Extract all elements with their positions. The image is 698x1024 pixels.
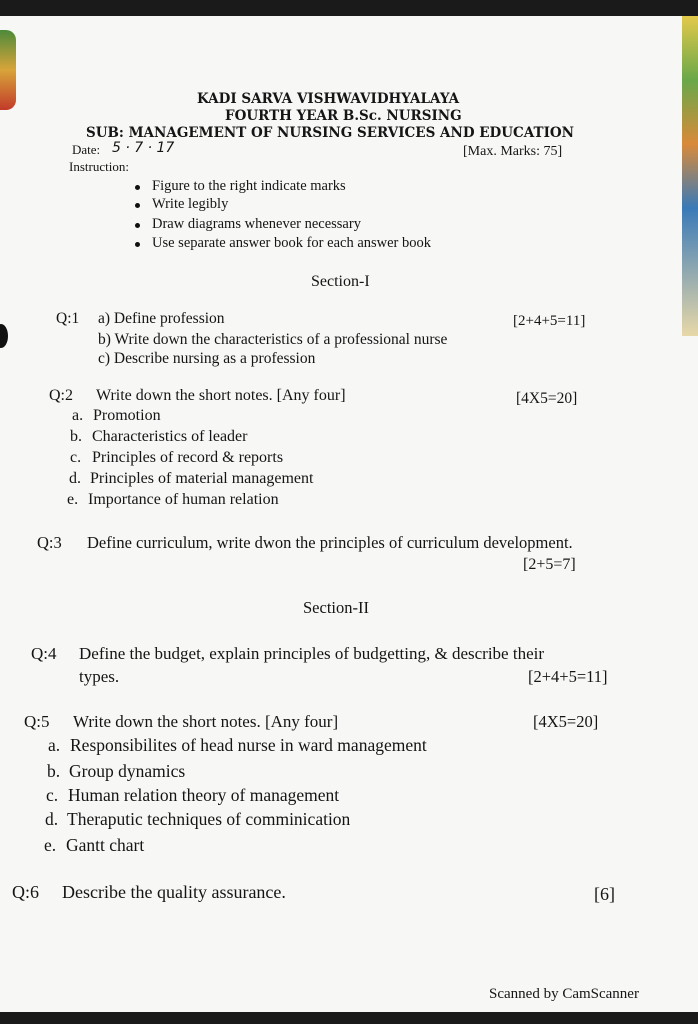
bullet-icon — [135, 242, 140, 247]
course-year: FOURTH YEAR B.Sc. NURSING — [225, 108, 462, 124]
list-letter: b. — [47, 761, 61, 781]
bottom-border — [0, 1012, 698, 1024]
list-letter: d. — [45, 809, 59, 829]
question-text-cont: types. — [79, 667, 120, 686]
question-part: b) Write down the characteristics of a professional nurse — [98, 331, 448, 348]
list-item: Gantt chart — [66, 835, 145, 855]
question-text: Define the budget, explain principles of budgetting, & describe their — [79, 644, 545, 663]
bullet-icon — [135, 185, 140, 190]
question-number: Q:5 — [24, 712, 50, 731]
question-number: Q:4 — [31, 644, 57, 663]
list-letter: b. — [70, 428, 82, 445]
question-marks: [4X5=20] — [533, 712, 599, 731]
instruction-item: Use separate answer book for each answer book — [152, 235, 432, 251]
question-text: Describe the quality assurance. — [62, 882, 286, 902]
question-marks: [6] — [594, 884, 615, 904]
list-letter: a. — [48, 735, 61, 755]
question-text: Write down the short notes. [Any four] — [73, 712, 339, 731]
list-item: Principles of material management — [90, 470, 314, 487]
university-name: KADI SARVA VISHWAVIDHYALAYA — [197, 91, 460, 107]
top-border — [0, 0, 698, 16]
instruction-item: Figure to the right indicate marks — [152, 178, 346, 194]
section-heading: Section-I — [311, 273, 370, 290]
date-label: Date: — [72, 142, 101, 157]
question-number: Q:2 — [49, 387, 73, 404]
right-edge-decoration — [682, 16, 698, 336]
question-marks: [4X5=20] — [516, 390, 578, 407]
date-value: 5 · 7 · 17 — [112, 140, 175, 156]
list-item: Principles of record & reports — [92, 449, 284, 466]
question-marks: [2+5=7] — [523, 556, 576, 573]
left-edge-decoration — [0, 30, 16, 110]
question-part: c) Describe nursing as a profession — [98, 350, 316, 367]
question-marks: [2+4+5=11] — [528, 667, 608, 686]
max-marks: [Max. Marks: 75] — [463, 144, 563, 159]
punch-mark — [0, 324, 8, 348]
section-heading: Section-II — [303, 598, 369, 617]
subject-title: SUB: MANAGEMENT OF NURSING SERVICES AND EDUCATION — [86, 125, 574, 141]
bullet-icon — [135, 223, 140, 228]
question-marks: [2+4+5=11] — [513, 313, 586, 329]
scanner-watermark: Scanned by CamScanner — [489, 986, 639, 1002]
question-number: Q:3 — [37, 533, 62, 552]
list-item: Responsibilites of head nurse in ward management — [70, 735, 427, 755]
list-item: Characteristics of leader — [92, 428, 248, 445]
list-item: Promotion — [93, 407, 161, 424]
instruction-item: Write legibly — [152, 196, 229, 212]
list-letter: d. — [69, 470, 81, 487]
list-letter: c. — [46, 785, 59, 805]
question-text: Write down the short notes. [Any four] — [96, 387, 346, 404]
question-number: Q:6 — [12, 882, 39, 902]
question-part: a) Define profession — [98, 310, 225, 327]
instruction-item: Draw diagrams whenever necessary — [152, 216, 361, 232]
list-letter: e. — [44, 835, 57, 855]
instruction-label: Instruction: — [69, 159, 129, 174]
exam-paper — [0, 16, 698, 1012]
list-letter: e. — [67, 491, 79, 508]
list-letter: a. — [72, 407, 84, 424]
list-item: Group dynamics — [69, 761, 186, 781]
list-item: Human relation theory of management — [68, 785, 340, 805]
list-item: Importance of human relation — [88, 491, 279, 508]
question-number: Q:1 — [56, 310, 80, 327]
question-text: Define curriculum, write dwon the principles of curriculum development. — [87, 533, 573, 552]
bullet-icon — [135, 203, 140, 208]
list-item: Theraputic techniques of comminication — [67, 809, 351, 829]
list-letter: c. — [70, 449, 82, 466]
